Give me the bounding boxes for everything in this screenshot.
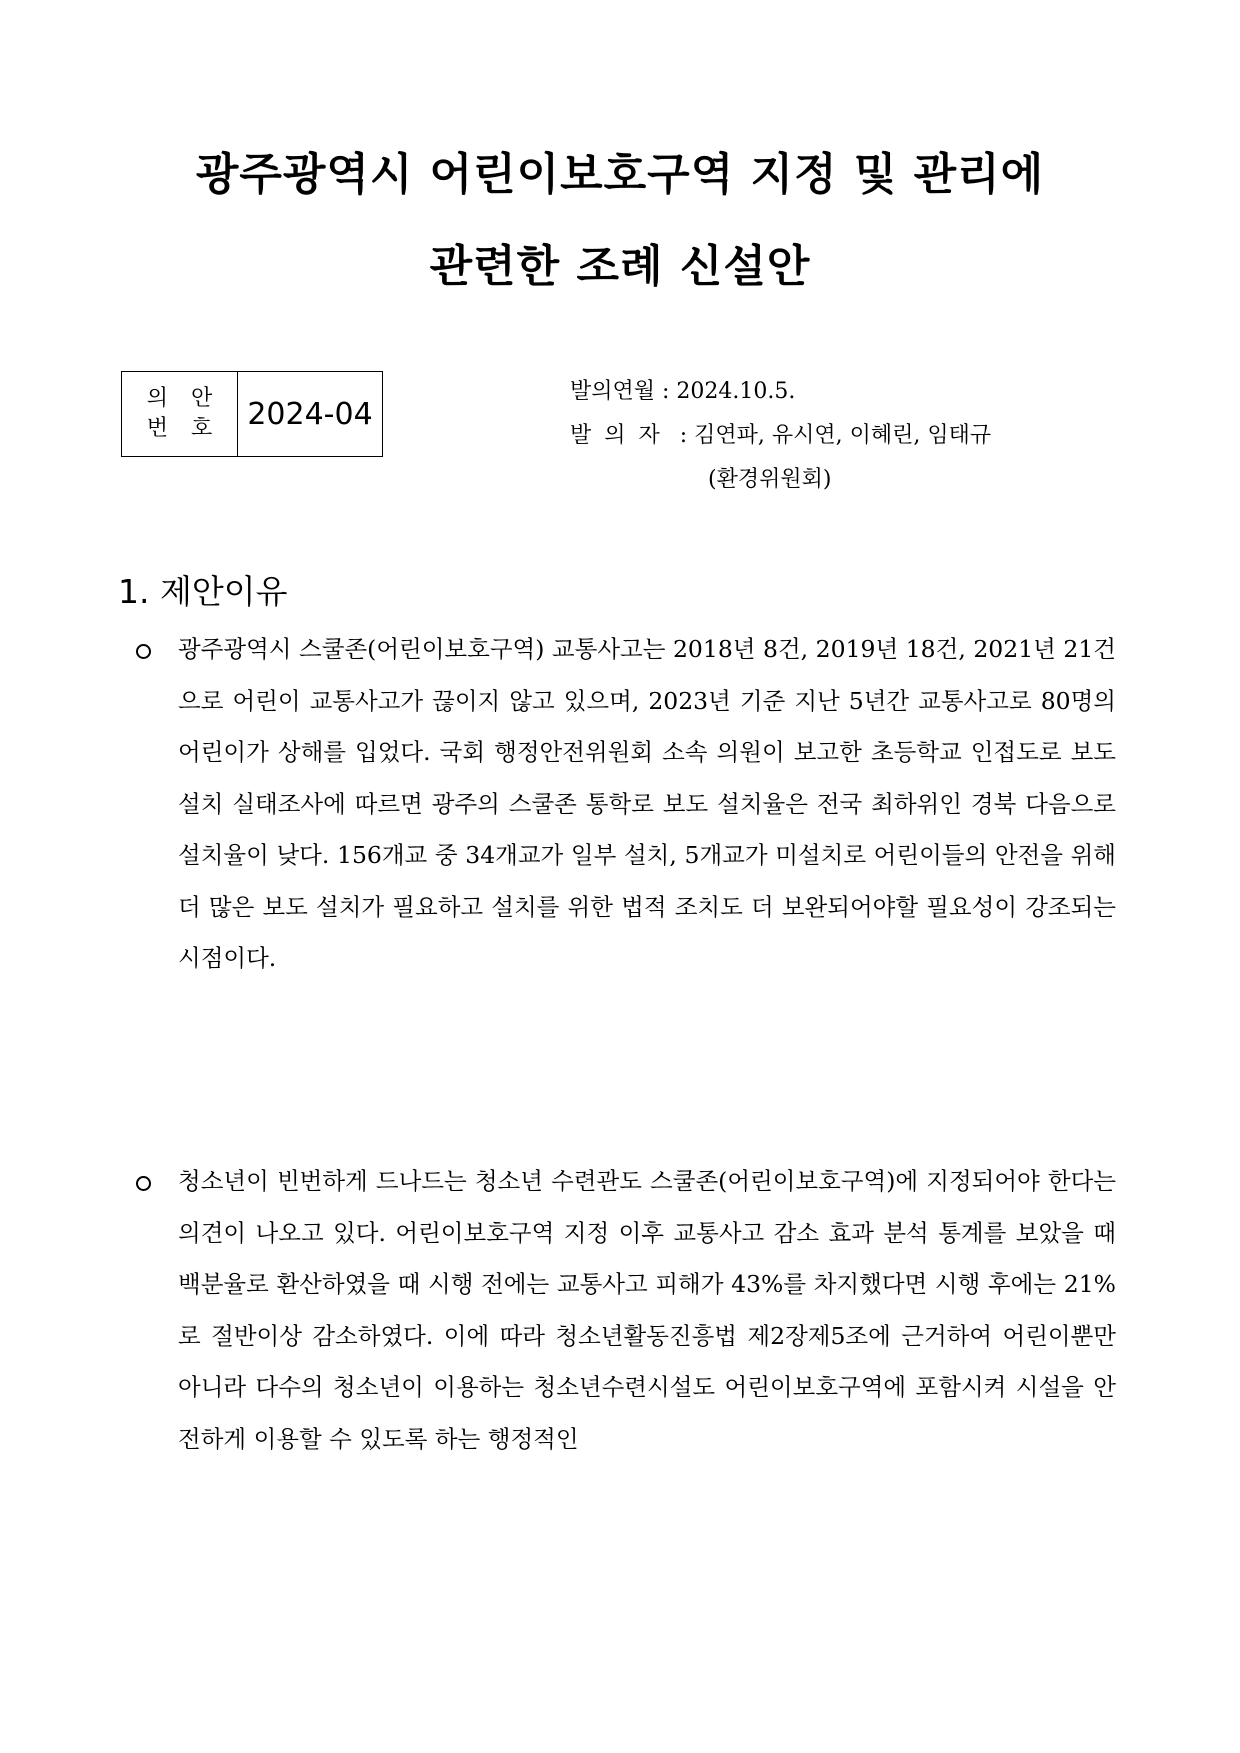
document-title-line-2: 관련한 조례 신설안 [429, 241, 811, 292]
proposal-date-row [570, 374, 795, 405]
circle-bullet-icon [136, 1176, 151, 1191]
document-title-line-1: 광주광역시 어린이보호구역 지정 및 관리에 [195, 149, 1045, 200]
proposers-label: 발의자 [570, 423, 673, 448]
proposal-date-label: 발의연월 [570, 379, 656, 404]
colon-separator: : [679, 423, 695, 448]
bill-number-label-line-2: 번 호 [146, 416, 221, 441]
reason-paragraph-1 [136, 636, 1116, 985]
section-heading: 1. 제안이유 [118, 572, 288, 611]
bill-number-value: 2024-04 [247, 396, 373, 432]
proposers-value: 김연파, 유시연, 이혜린, 임태규 [694, 423, 992, 448]
paragraph-text: 청소년이 빈번하게 드나드는 청소년 수련관도 스쿨존(어린이보호구역)에 지정되어야 한다는 의견이 나오고 있다. 어린이보호구역 지정 이후 교통사고 감소 효과 분석 통계를 보았을 때 백분율로 환산하였을 때 시행 전에는 교통사고 피해가 43%를 차지했다면 시행 후에는 21%로 절반이상 감소하였다. 이에 따라 청소년활동진흥법 제2장제5조에 근거하여 어린이뿐만 아니라 다수의 청소년이 이용하는 청소년수련시설도 어린이보호구역에 포함시켜 시설을 안전하게 이용할 수 있도록 하는 행정적인 [178, 1167, 1116, 1453]
proposal-date-value: 2024.10.5. [676, 379, 796, 404]
bill-number-label [122, 372, 238, 456]
reason-paragraph-2 [136, 1168, 1116, 1465]
bill-number-box [121, 371, 383, 457]
proposers-row [570, 418, 991, 449]
committee-affiliation: (환경위원회) [708, 467, 832, 492]
circle-bullet-icon [136, 644, 151, 659]
colon-separator: : [662, 379, 677, 404]
paragraph-text: 광주광역시 스쿨존(어린이보호구역) 교통사고는 2018년 8건, 2019년 18건, 2021년 21건으로 어린이 교통사고가 끊이지 않고 있으며, 2023년 기준 지난 5년간 교통사고로 80명의 어린이가 상해를 입었다. 국회 행정안전위원회 소속 의원이 보고한 초등학교 인접도로 보도설치 실태조사에 따르면 광주의 스쿨존 통학로 보도 설치율은 전국 최하위인 경북 다음으로 설치율이 낮다. 156개교 중 34개교가 일부 설치, 5개교가 미설치로 어린이들의 안전을 위해 더 많은 보도 설치가 필요하고 설치를 위한 법적 조치도 더 보완되어야할 필요성이 강조되는 시점이다. [178, 635, 1116, 972]
bill-number-label-line-1: 의 안 [146, 386, 221, 411]
